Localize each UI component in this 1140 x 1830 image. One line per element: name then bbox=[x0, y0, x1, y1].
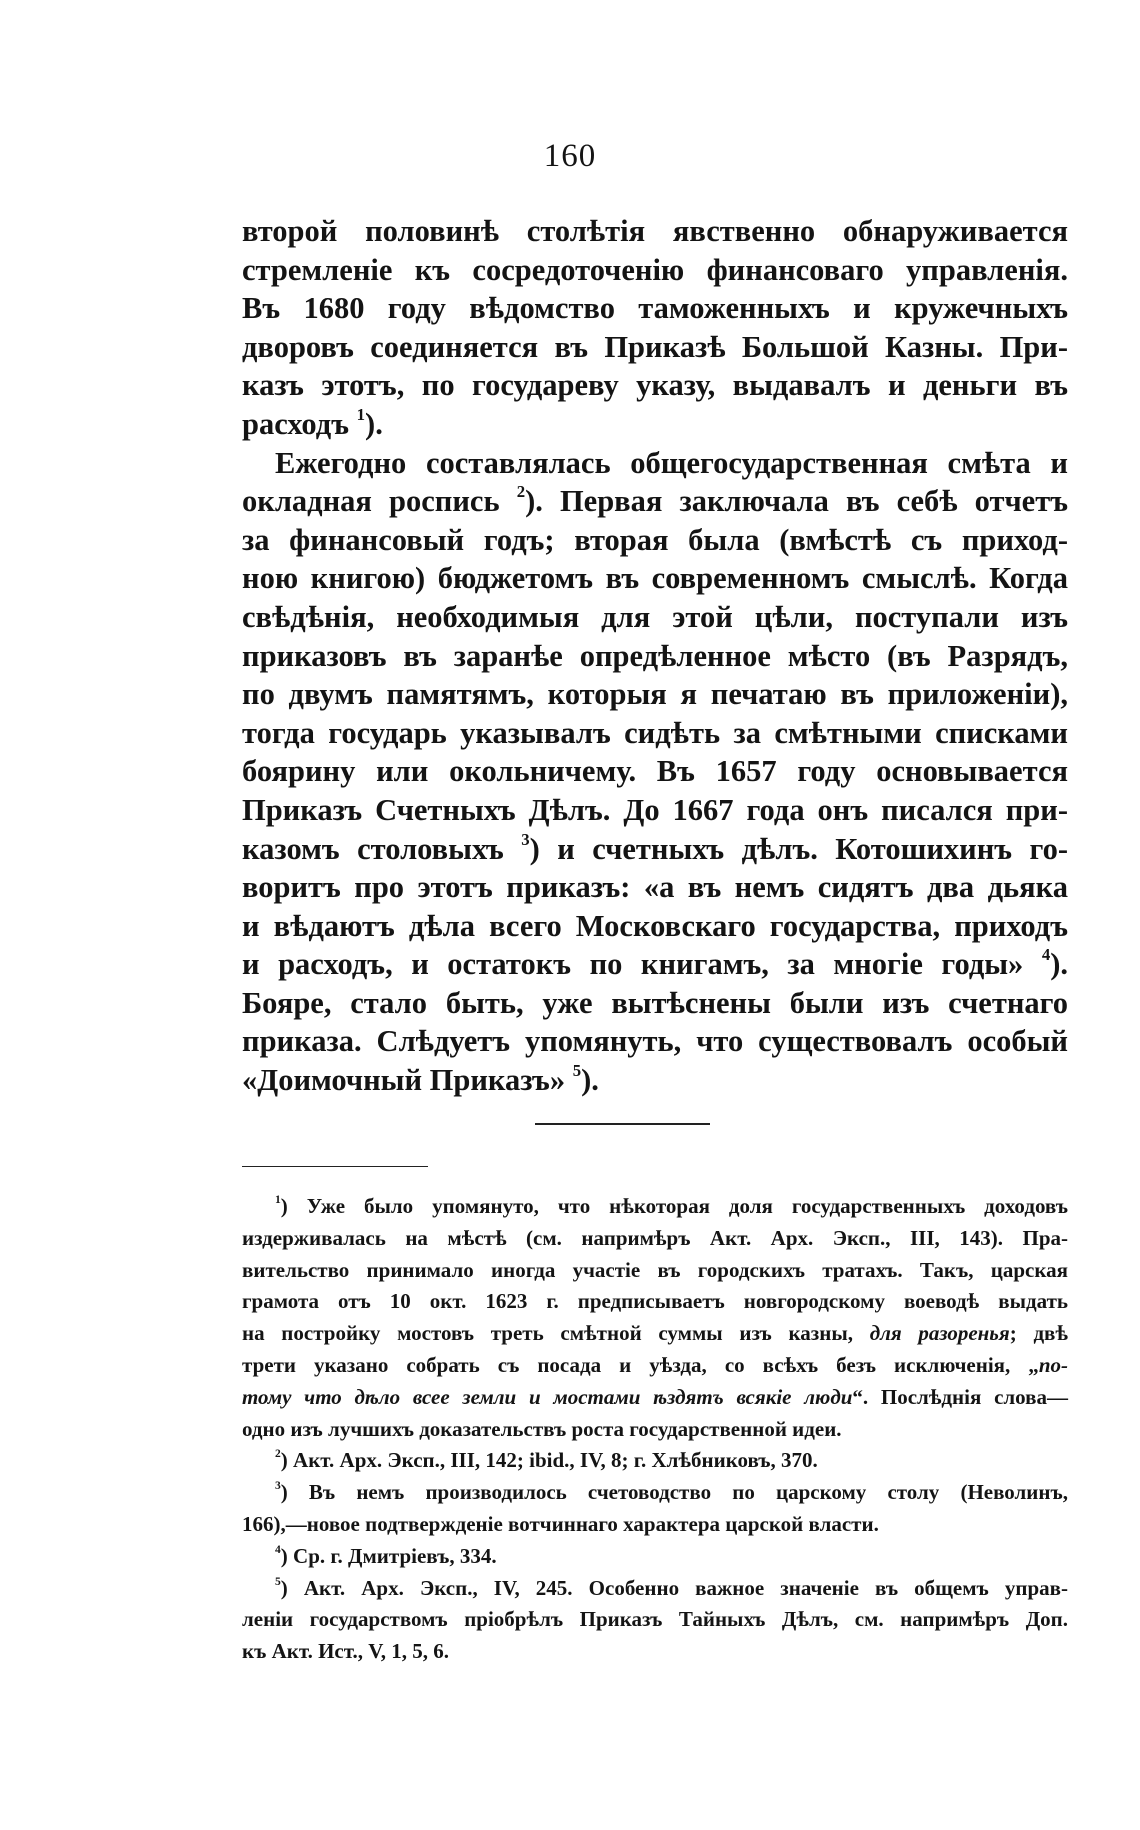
footnote-line bbox=[242, 1318, 1068, 1350]
main-text-line: казъ этотъ, по государеву указу, выдавалъ и деньги въ bbox=[242, 368, 1068, 403]
text-fragment: ; двѣ bbox=[1009, 1321, 1069, 1346]
text-fragment: расходъ bbox=[242, 406, 350, 441]
section-separator bbox=[535, 1123, 710, 1125]
footnote-ref: 3 bbox=[521, 829, 530, 849]
footnote-ref: 1 bbox=[356, 404, 366, 424]
main-text-line bbox=[242, 945, 1068, 984]
text-fragment: ) Въ немъ производилось счетоводство по царскому столу (Неволинъ, bbox=[280, 1480, 1068, 1505]
text-fragment: «Доимочный Приказъ» bbox=[242, 1063, 566, 1098]
main-text-line: дворовъ соединяется въ Приказѣ Большой Казны. При- bbox=[242, 329, 1068, 364]
text-fragment: и расходъ, и остатокъ по книгамъ, за многіе годы» bbox=[242, 947, 1024, 982]
text-fragment: трети указано собрать съ посада и уѣзда, со всѣхъ безъ исключенія, „ bbox=[242, 1352, 1039, 1377]
footnote-line: къ Акт. Ист., V, 1, 5, 6. bbox=[242, 1639, 449, 1664]
footnote-ref: 5 bbox=[572, 1060, 582, 1080]
footnote-line: вительство принимало иногда участіе въ городскихъ тратахъ. Такъ, царская bbox=[242, 1257, 1068, 1282]
text-fragment: окладная роспись bbox=[242, 484, 500, 519]
footnote-line bbox=[242, 1573, 1068, 1605]
text-fragment: ) Уже было упомянуто, что нѣкоторая доля государственныхъ доходовъ bbox=[280, 1194, 1068, 1218]
italic-quote: для разоренья bbox=[869, 1321, 1010, 1346]
main-text bbox=[242, 212, 1068, 1100]
main-text-line: ною книгою) бюджетомъ въ современномъ смыслѣ. Когда bbox=[242, 561, 1068, 596]
text-fragment: ). bbox=[581, 1063, 599, 1098]
footnote-line bbox=[242, 1445, 1068, 1477]
main-text-line: приказовъ въ заранѣе опредѣленное мѣсто (въ Разрядъ, bbox=[242, 638, 1068, 673]
main-text-line: за финансовый годъ; вторая была (вмѣстѣ съ приход- bbox=[242, 522, 1068, 557]
text-fragment: ) Ср. г. Дмитріевъ, 334. bbox=[280, 1543, 497, 1568]
footnote-line: одно изъ лучшихъ доказательствъ роста государственной идеи. bbox=[242, 1416, 842, 1441]
main-text-line: по двумъ памятямъ, которыя я печатаю въ приложеніи), bbox=[242, 677, 1068, 712]
text-fragment: ) и счетныхъ дѣлъ. Котошихинъ го- bbox=[529, 831, 1068, 866]
text-fragment: ). bbox=[1050, 947, 1068, 982]
footnote-ref: 4 bbox=[1041, 945, 1051, 965]
main-text-line: Ежегодно составлялась общегосударственная смѣта и bbox=[275, 445, 1068, 480]
main-text-line: стремленіе къ сосредоточенію финансоваго управленія. bbox=[242, 252, 1068, 287]
footnotes bbox=[242, 1191, 1068, 1668]
italic-quote: тому что дѣло всее земли и мостами ѣздятъ всякіе люди bbox=[242, 1384, 853, 1409]
main-text-line: тогда государь указывалъ сидѣть за смѣтными списками bbox=[242, 715, 1068, 750]
text-fragment: ). Первая заключала въ себѣ отчетъ bbox=[525, 484, 1068, 519]
footnote-marker: 5 bbox=[275, 1575, 281, 1588]
main-text-line: приказа. Слѣдуетъ упомянуть, что существовалъ особый bbox=[242, 1024, 1068, 1059]
main-text-line bbox=[242, 1061, 1068, 1100]
main-text-line: Бояре, стало быть, уже вытѣснены были изъ счетнаго bbox=[242, 985, 1068, 1020]
footnote-line bbox=[242, 1191, 1068, 1223]
text-fragment: ) Акт. Арх. Эксп., IV, 245. Особенно важное значеніе въ общемъ управ- bbox=[280, 1575, 1068, 1600]
main-text-line: Приказъ Счетныхъ Дѣлъ. До 1667 года онъ писался при- bbox=[242, 792, 1068, 827]
footnote-rule bbox=[242, 1166, 428, 1167]
footnote-line bbox=[242, 1477, 1068, 1509]
footnote-line bbox=[242, 1382, 1068, 1414]
footnote-marker: 4 bbox=[275, 1543, 281, 1556]
text-fragment: “. Послѣднія слова— bbox=[852, 1384, 1068, 1409]
footnote-line bbox=[242, 1541, 1068, 1573]
text-fragment: ). bbox=[365, 406, 383, 441]
footnote-marker: 1 bbox=[275, 1194, 281, 1207]
text-fragment: казомъ столовыхъ bbox=[242, 831, 504, 866]
page-number: 160 bbox=[543, 138, 597, 174]
main-text-line: Въ 1680 году вѣдомство таможенныхъ и кружечныхъ bbox=[242, 291, 1068, 326]
main-text-line: второй половинѣ столѣтія явственно обнаруживается bbox=[242, 214, 1068, 248]
main-text-line: свѣдѣнія, необходимыя для этой цѣли, поступали изъ bbox=[242, 599, 1068, 634]
main-text-line: боярину или окольничему. Въ 1657 году основывается bbox=[242, 754, 1068, 789]
footnote-marker: 2 bbox=[275, 1448, 281, 1461]
main-text-line: воритъ про этотъ приказъ: «а въ немъ сидятъ два дьяка bbox=[242, 870, 1068, 905]
main-text-line bbox=[242, 482, 1068, 521]
main-text-line bbox=[242, 830, 1068, 869]
footnote-line: грамота отъ 10 окт. 1623 г. предписываетъ новгородскому воеводѣ выдать bbox=[242, 1289, 1068, 1314]
footnote-line: 166),—новое подтвержденіе вотчиннаго характера царской власти. bbox=[242, 1511, 879, 1536]
footnote-line: издерживалась на мѣстѣ (см. напримѣръ Акт. Арх. Эксп., III, 143). Пра- bbox=[242, 1225, 1068, 1250]
footnote-marker: 3 bbox=[275, 1480, 281, 1493]
footnote-line bbox=[242, 1350, 1068, 1382]
main-text-line: и вѣдаютъ дѣла всего Московскаго государства, приходъ bbox=[242, 908, 1068, 943]
text-fragment: ) Акт. Арх. Эксп., III, 142; ibid., IV, 8; г. Хлѣбниковъ, 370. bbox=[280, 1448, 818, 1473]
main-text-line bbox=[242, 405, 1068, 444]
footnote-ref: 2 bbox=[516, 481, 526, 501]
footnote-line: леніи государствомъ пріобрѣлъ Приказъ Тайныхъ Дѣлъ, см. напримѣръ Доп. bbox=[242, 1607, 1068, 1632]
italic-quote: по- bbox=[1038, 1352, 1068, 1377]
text-fragment: на постройку мостовъ треть смѣтной суммы изъ казны, bbox=[242, 1321, 853, 1346]
